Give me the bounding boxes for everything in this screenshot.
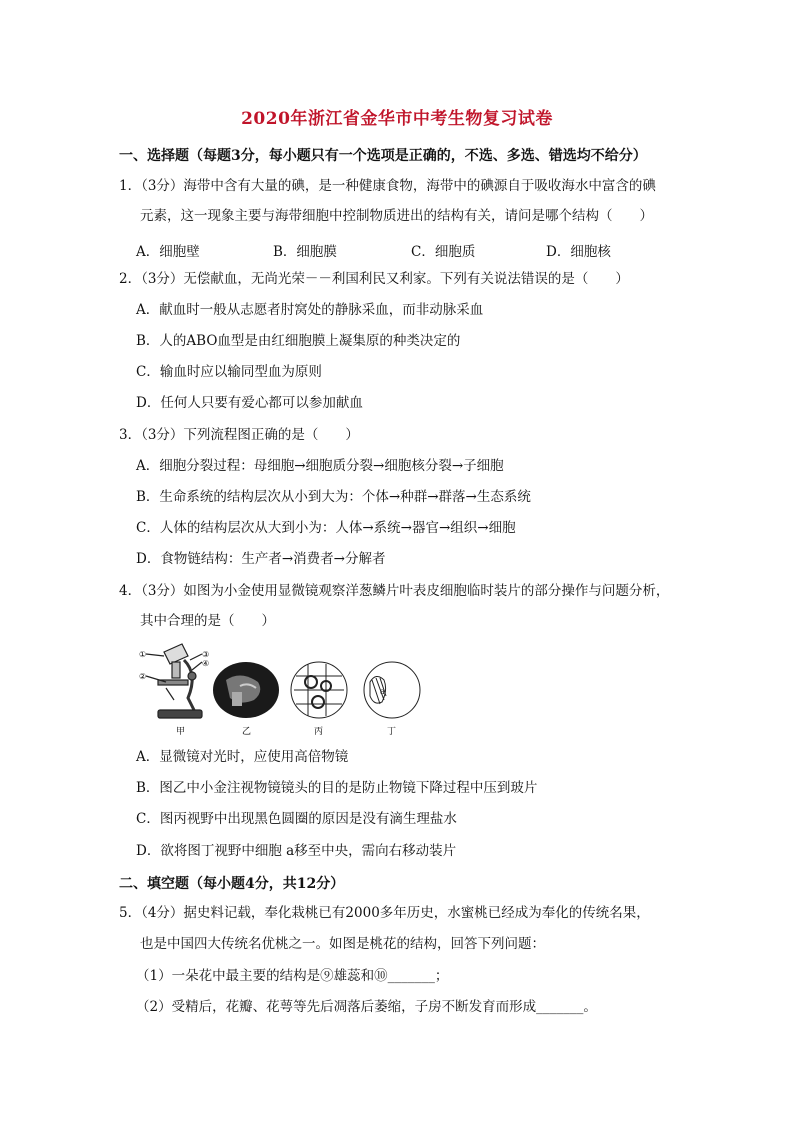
question-2-option-a: A．献血时一般从志愿者肘窝处的静脉采血，而非动脉采血 <box>136 302 484 318</box>
question-1-option-d: D．细胞核 <box>546 244 611 260</box>
view-with-cell-a <box>364 662 420 718</box>
callout-4: ④ <box>202 659 210 668</box>
question-2-stem: 2．（3分）无偿献血，无尚光荣－－利国利民又利家。下列有关说法错误的是（ ） <box>119 271 629 287</box>
question-4-option-c: C．图丙视野中出现黑色圆圈的原因是没有滴生理盐水 <box>136 811 457 827</box>
question-1-stem: 1．（3分）海带中含有大量的碘，是一种健康食物，海带中的碘源自于吸收海水中富含的碘 <box>119 178 656 194</box>
question-1-stem-cont: 元素，这一现象主要与海带细胞中控制物质进出的结构有关，请问是哪个结构（ ） <box>140 208 653 224</box>
question-3-option-d: D．食物链结构：生产者→消费者→分解者 <box>136 551 386 567</box>
question-3-option-c: C．人体的结构层次从大到小为：人体→系统→器官→组织→细胞 <box>136 520 516 536</box>
microscope-drawing <box>146 644 202 718</box>
question-1-option-c: C．细胞质 <box>411 244 476 260</box>
callout-3: ③ <box>202 650 210 659</box>
figure-label-bing: 丙 <box>314 727 324 737</box>
question-5-sub-2: （2）受精后，花瓣、花萼等先后凋落后萎缩，子房不断发育而形成_______。 <box>136 999 597 1015</box>
callout-2: ② <box>139 672 147 681</box>
page-title: 2020年浙江省金华市中考生物复习试卷 <box>241 109 553 129</box>
question-3-option-a: A．细胞分裂过程：母细胞→细胞质分裂→细胞核分裂→子细胞 <box>136 458 504 474</box>
question-2-option-b: B．人的ABO血型是由红细胞膜上凝集原的种类决定的 <box>136 333 461 349</box>
svg-text:a: a <box>380 687 385 696</box>
photo-student-at-microscope <box>213 662 279 718</box>
question-2-option-c: C．输血时应以输同型血为原则 <box>136 364 322 380</box>
figure-label-ding: 丁 <box>387 727 397 737</box>
section-heading-choice: 一、选择题（每题3分，每小题只有一个选项是正确的，不选、多选、错选均不给分） <box>119 148 647 164</box>
question-4-stem: 4．（3分）如图为小金使用显微镜观察洋葱鳞片叶表皮细胞临时装片的部分操作与问题分析， <box>119 583 670 599</box>
question-5-sub-1: （1）一朵花中最主要的结构是⑨雄蕊和⑩_______； <box>136 968 449 984</box>
question-2-option-d: D．任何人只要有爱心都可以参加献血 <box>136 395 363 411</box>
question-4-stem-cont: 其中合理的是（ ） <box>140 613 275 629</box>
question-4-option-a: A．显微镜对光时，应使用高倍物镜 <box>136 749 349 765</box>
question-4-option-d: D．欲将图丁视野中细胞 a移至中央，需向右移动装片 <box>136 843 457 859</box>
callout-1: ① <box>139 650 147 659</box>
figure-label-jia: 甲 <box>176 727 186 737</box>
view-with-bubbles <box>291 662 347 718</box>
question-1-option-b: B．细胞膜 <box>273 244 337 260</box>
microscope-figure <box>136 640 436 738</box>
question-1-option-a: A．细胞壁 <box>136 244 200 260</box>
figure-label-yi: 乙 <box>242 727 252 737</box>
question-5-stem: 5．（4分）据史料记载，奉化栽桃已有2000多年历史，水蜜桃已经成为奉化的传统名果， <box>119 905 650 921</box>
question-4-option-b: B．图乙中小金注视物镜镜头的目的是防止物镜下降过程中压到玻片 <box>136 780 538 796</box>
question-3-option-b: B．生命系统的结构层次从小到大为：个体→种群→群落→生态系统 <box>136 489 531 505</box>
question-5-stem-cont: 也是中国四大传统名优桃之一。如图是桃花的结构，回答下列问题： <box>140 936 545 952</box>
section-heading-fill: 二、填空题（每小题4分，共12分） <box>119 876 345 892</box>
question-3-stem: 3．（3分）下列流程图正确的是（ ） <box>119 427 359 443</box>
